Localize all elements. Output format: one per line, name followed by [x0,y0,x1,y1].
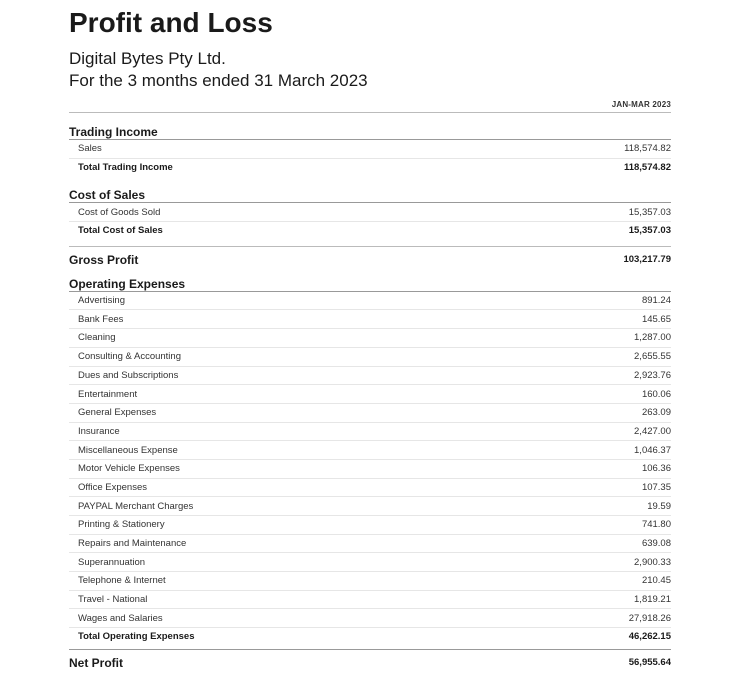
table-row [69,329,671,348]
row-label: PAYPAL Merchant Charges [78,500,194,512]
total-label: Total Operating Expenses [78,631,195,643]
table-row [69,310,671,329]
row-label: Wages and Salaries [78,612,163,624]
row-label: Travel - National [78,594,148,606]
table-row [69,497,671,516]
section-title-cost-of-sales: Cost of Sales [69,176,671,203]
total-amount: 118,574.82 [623,162,671,174]
table-row [69,591,671,610]
row-label: Superannuation [78,556,146,568]
table-row [69,516,671,535]
row-label: Consulting & Accounting [78,351,181,363]
total-row-operating-expenses [69,628,671,646]
table-row [69,385,671,404]
row-amount: 2,655.55 [634,351,671,363]
row-label: General Expenses [78,407,157,419]
row-label: Cleaning [78,332,116,344]
row-amount: 145.65 [641,313,671,325]
company-name: Digital Bytes Pty Ltd. [69,49,226,68]
row-amount: 2,427.00 [634,425,671,437]
section-title-operating-expenses: Operating Expenses [69,273,671,292]
row-label: Bank Fees [78,313,124,325]
page-title: Profit and Loss [69,7,273,38]
row-label: Motor Vehicle Expenses [78,463,180,475]
row-amount: 27,918.26 [628,612,671,624]
row-label: Cost of Goods Sold [78,206,161,218]
table-row [69,203,671,222]
row-label: Advertising [78,295,125,307]
table-row [69,479,671,498]
net-profit-label: Net Profit [69,655,123,670]
table-row [69,367,671,386]
row-label: Sales [78,143,102,155]
row-amount: 19.59 [647,500,671,512]
gross-profit-row [69,246,671,273]
table-row [69,535,671,554]
row-label: Insurance [78,425,120,437]
row-label: Miscellaneous Expense [78,444,178,456]
table-row [69,553,671,572]
row-label: Telephone & Internet [78,575,166,587]
table-row [69,572,671,591]
net-profit-amount: 56,955.64 [628,657,671,669]
row-amount: 15,357.03 [628,206,671,218]
row-label: Office Expenses [78,481,148,493]
table-row [69,404,671,423]
table-row [69,348,671,367]
table-row [69,609,671,628]
total-row-cost-of-sales [69,222,671,240]
table-row [69,292,671,311]
gross-profit-amount: 103,217.79 [623,254,671,266]
table-row [69,441,671,460]
net-profit-row [69,649,671,676]
row-label: Entertainment [78,388,138,400]
total-label: Total Trading Income [78,162,173,174]
row-label: Printing & Stationery [78,519,165,531]
column-header: JAN-MAR 2023 [69,100,671,113]
row-amount: 1,287.00 [634,332,671,344]
table-row [69,460,671,479]
row-amount: 1,046.37 [634,444,671,456]
total-amount: 15,357.03 [628,225,671,237]
row-label: Dues and Subscriptions [78,369,179,381]
row-amount: 639.08 [641,538,671,550]
row-amount: 2,923.76 [634,369,671,381]
table-row [69,140,671,159]
table-row [69,423,671,442]
row-amount: 160.06 [641,388,671,400]
row-amount: 210.45 [641,575,671,587]
profit-loss-report [69,0,671,676]
row-label: Repairs and Maintenance [78,538,187,550]
row-amount: 118,574.82 [624,143,671,155]
row-amount: 891.24 [641,295,671,307]
row-amount: 2,900.33 [634,556,671,568]
total-label: Total Cost of Sales [78,225,163,237]
row-amount: 741.80 [641,519,671,531]
section-title-trading-income: Trading Income [69,113,671,140]
row-amount: 1,819.21 [634,594,671,606]
operating-expenses-list [69,292,671,628]
period-description: For the 3 months ended 31 March 2023 [69,71,368,90]
row-amount: 263.09 [641,407,671,419]
row-amount: 107.35 [641,481,671,493]
row-amount: 106.36 [641,463,671,475]
total-row-trading-income [69,159,671,177]
total-amount: 46,262.15 [628,631,671,643]
gross-profit-label: Gross Profit [69,252,139,267]
